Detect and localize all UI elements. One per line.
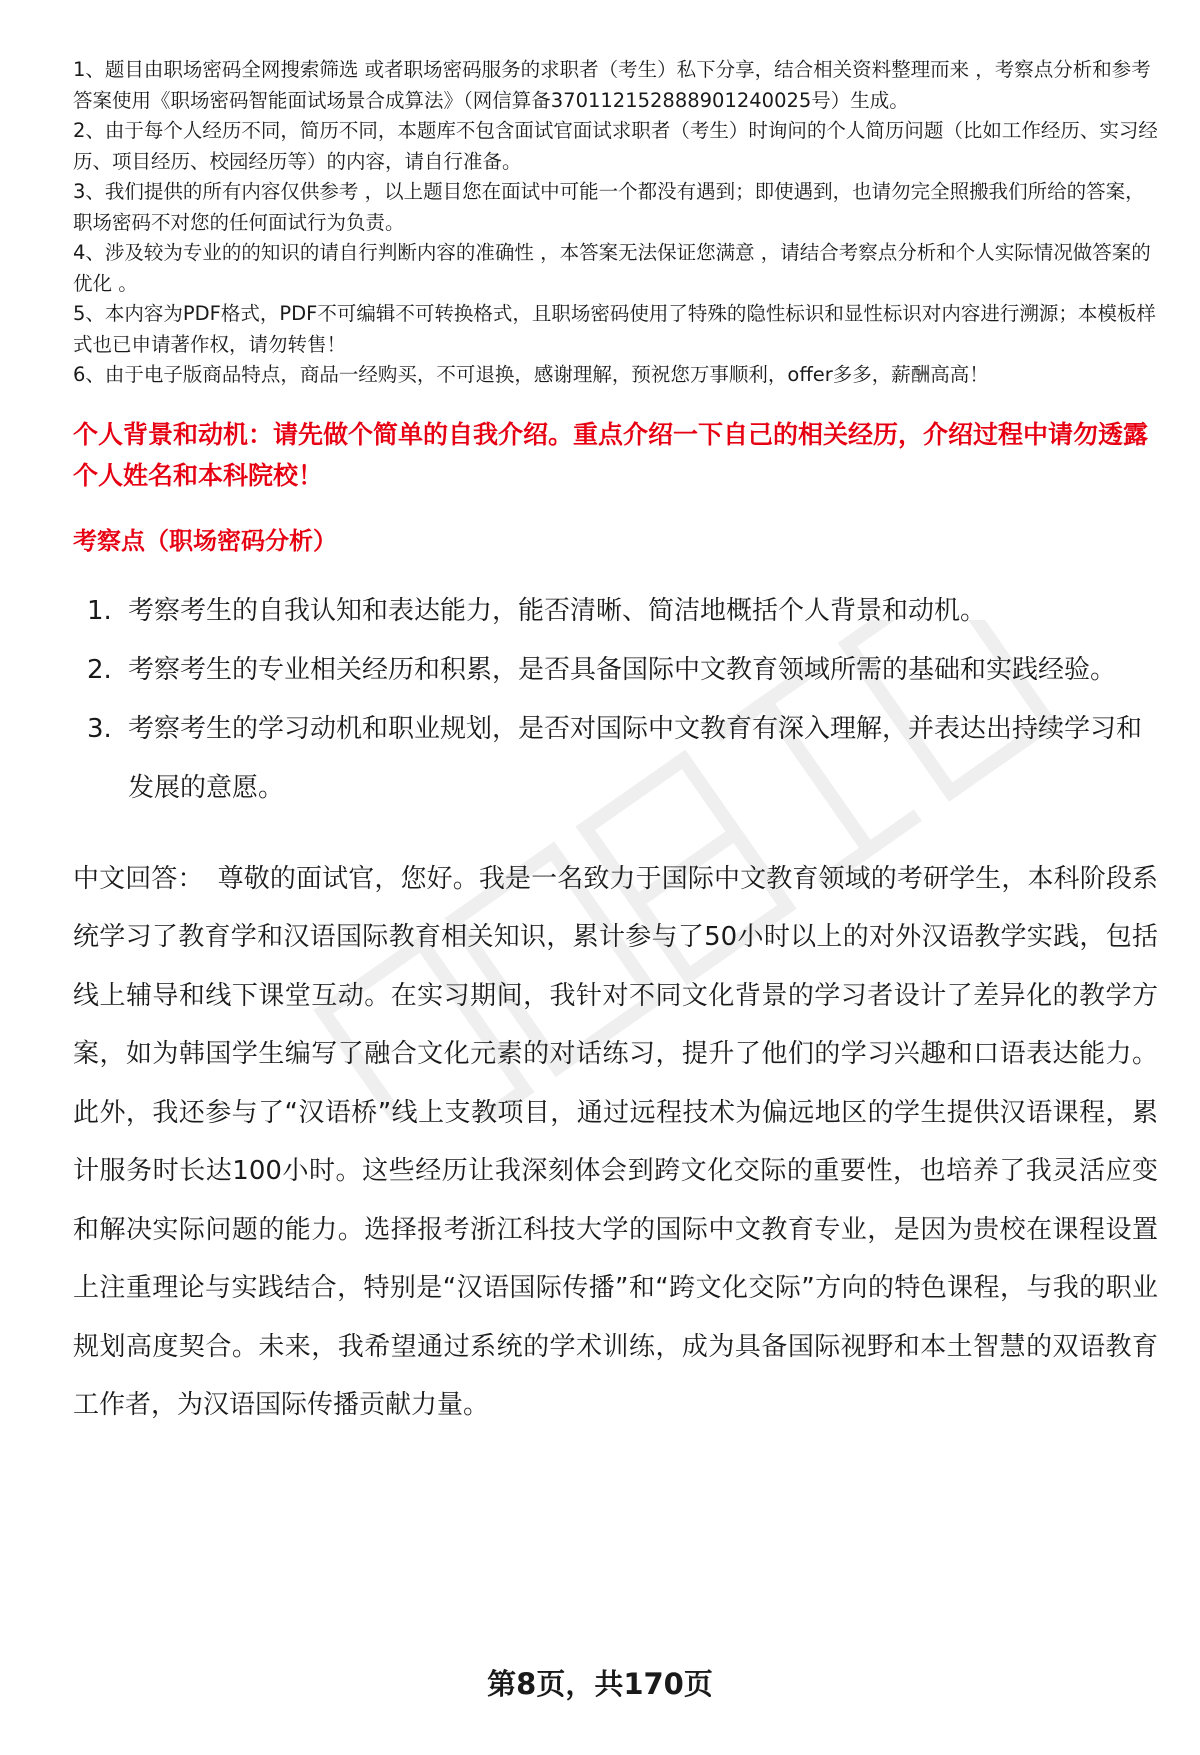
section-title: 考察点（职场密码分析） (73, 526, 337, 555)
disclaimer-note: 1、题目由职场密码全网搜索筛选 或者职场密码服务的求职者（考生）私下分享，结合相关资料整理而来 ，考察点分析和参考答案使用《职场密码智能面试场景合成算法》（网信算备370112152888901240025号）生成。 (73, 58, 1151, 112)
list-text: 考察考生的自我认知和表达能力，能否清晰、简洁地概括个人背景和动机。 (128, 595, 987, 626)
answer-label: 中文回答： (73, 863, 204, 894)
document-page (73, 55, 1158, 1435)
disclaimer-note: 4、涉及较为专业的的知识的请自行判断内容的准确性 ，本答案无法保证您满意 ，请结合考察点分析和个人实际情况做答案的优化 。 (73, 241, 1151, 295)
list-item (73, 582, 1158, 641)
disclaimer-note: 5、本内容为PDF格式，PDF不可编辑不可转换格式，且职场密码使用了特殊的隐性标识和显性标识对内容进行溯源；本模板样式也已申请著作权，请勿转售！ (73, 302, 1156, 356)
page-number: 第8页，共170页 (487, 1667, 713, 1701)
list-text: 考察考生的专业相关经历和积累，是否具备国际中文教育领域所需的基础和实践经验。 (128, 654, 1117, 685)
disclaimer-notes (73, 55, 1158, 391)
disclaimer-note: 6、由于电子版商品特点，商品一经购买，不可退换，感谢理解，预祝您万事顺利，offer多多，薪酬高高！ (73, 363, 989, 386)
list-number: 3. (87, 713, 112, 744)
answer-text: 尊敬的面试官，您好。我是一名致力于国际中文教育领域的考研学生，本科阶段系统学习了教育学和汉语国际教育相关知识，累计参与了50小时以上的对外汉语教学实践，包括线上辅导和线下课堂互动。在实习期间，我针对不同文化背景的学习者设计了差异化的教学方案，如为韩国学生编写了融合文化元素的对话练习，提升了他们的学习兴趣和口语表达能力。此外，我还参与了“汉语桥”线上支教项目，通过远程技术为偏远地区的学生提供汉语课程，累计服务时长达100小时。这些经历让我深刻体会到跨文化交际的重要性，也培养了我灵活应变和解决实际问题的能力。选择报考浙江科技大学的国际中文教育专业，是因为贵校在课程设置上注重理论与实践结合，特别是“汉语国际传播”和“跨文化交际”方向的特色课程，与我的职业规划高度契合。未来，我希望通过系统的学术训练，成为具备国际视野和本土智慧的双语教育工作者，为汉语国际传播贡献力量。 (73, 863, 1158, 1420)
interview-question: 个人背景和动机：请先做个简单的自我介绍。重点介绍一下自己的相关经历，介绍过程中请勿透露个人姓名和本科院校！ (73, 419, 1149, 490)
assessment-points (73, 582, 1158, 818)
disclaimer-note: 2、由于每个人经历不同，简历不同，本题库不包含面试官面试求职者（考生）时询问的个人简历问题（比如工作经历、实习经历、项目经历、校园经历等）的内容，请自行准备。 (73, 119, 1158, 173)
disclaimer-note: 3、我们提供的所有内容仅供参考 ，以上题目您在面试中可能一个都没有遇到；即使遇到，也请勿完全照搬我们所给的答案，职场密码不对您的任何面试行为负责。 (73, 180, 1145, 234)
list-item (73, 641, 1158, 700)
list-text: 考察考生的学习动机和职业规划，是否对国际中文教育有深入理解，并表达出持续学习和发展的意愿。 (128, 713, 1143, 803)
list-number: 1. (87, 595, 112, 626)
list-number: 2. (87, 654, 112, 685)
answer-paragraph (73, 850, 1158, 1435)
list-item (73, 700, 1158, 818)
